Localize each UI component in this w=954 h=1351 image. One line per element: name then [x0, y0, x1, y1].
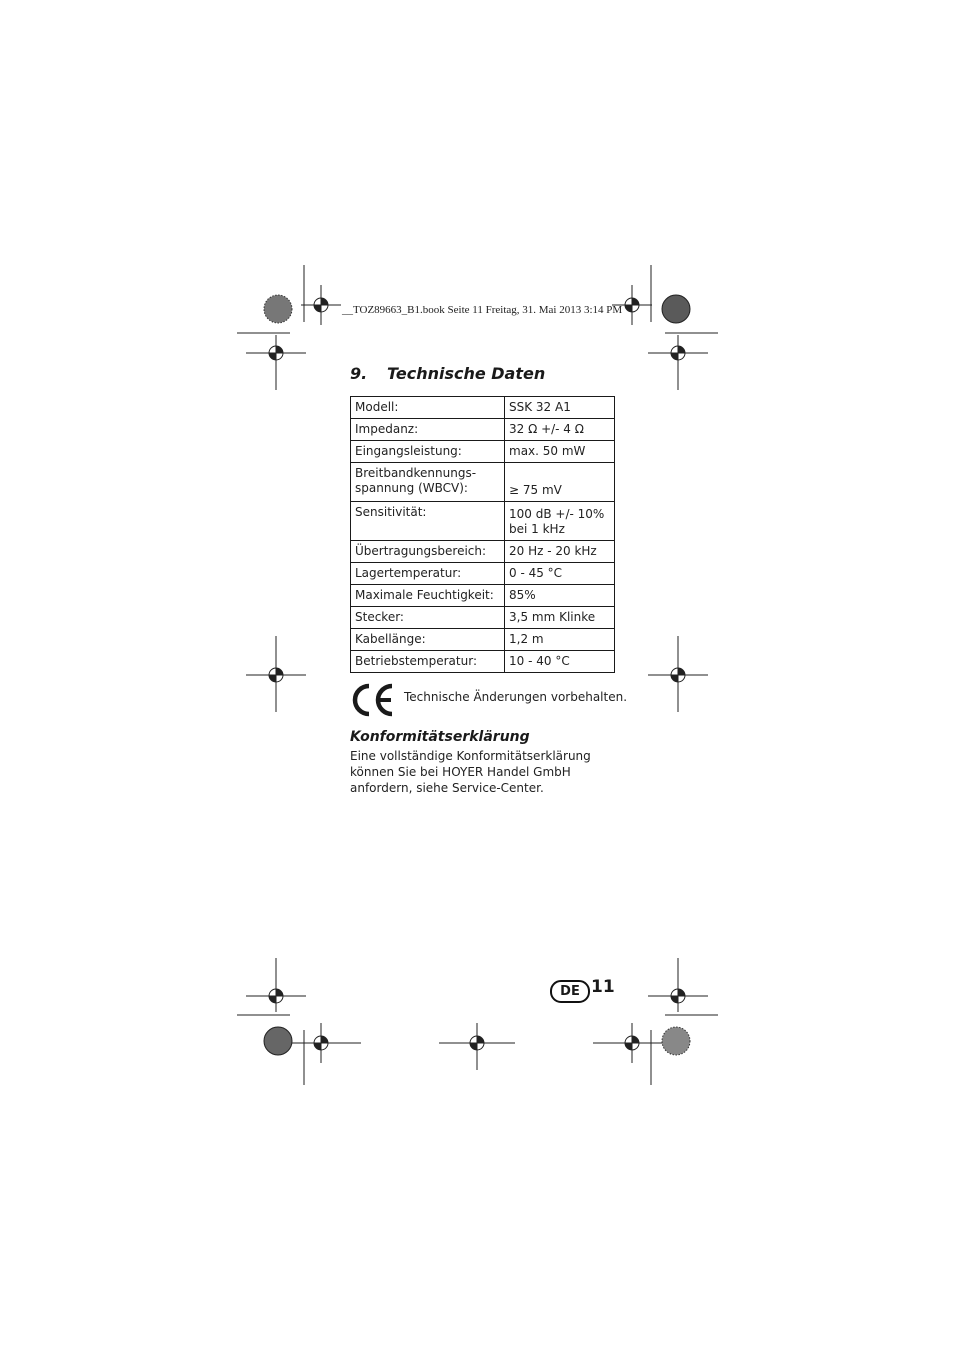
table-row	[351, 441, 615, 463]
spec-value: 10 - 40 °C	[505, 651, 615, 673]
table-row	[351, 502, 615, 541]
table-row	[351, 397, 615, 419]
spec-value: 100 dB +/- 10% bei 1 kHz	[505, 502, 615, 541]
spec-value: 3,5 mm Klinke	[505, 607, 615, 629]
conformity-text: Eine vollständige Konformitätserklärung können Sie bei HOYER Handel GmbH anfordern, siehe Service-Center.	[350, 749, 591, 795]
spec-value: 85%	[505, 585, 615, 607]
spec-label: Übertragungsbereich:	[351, 541, 505, 563]
crosshair-mark	[648, 958, 708, 1012]
spec-label: Kabellänge:	[351, 629, 505, 651]
spec-value: max. 50 mW	[505, 441, 615, 463]
spec-label: Betriebstemperatur:	[351, 651, 505, 673]
table-row	[351, 541, 615, 563]
spec-label: Modell:	[351, 397, 505, 419]
table-row	[351, 419, 615, 441]
crosshair-mark	[246, 335, 306, 390]
spec-label: Stecker:	[351, 607, 505, 629]
spec-value: ≥ 75 mV	[505, 463, 615, 502]
table-row	[351, 563, 615, 585]
spec-label: Eingangsleistung:	[351, 441, 505, 463]
print-file-info: __TOZ89663_B1.book Seite 11 Freitag, 31. Mai 2013 3:14 PM	[342, 304, 623, 316]
spec-label: Maximale Feuchtigkeit:	[351, 585, 505, 607]
spec-label: Lagertemperatur:	[351, 563, 505, 585]
table-row	[351, 607, 615, 629]
table-row	[351, 651, 615, 673]
table-row	[351, 585, 615, 607]
spec-value: 0 - 45 °C	[505, 563, 615, 585]
crosshair-mark	[648, 335, 708, 390]
spec-label: Impedanz:	[351, 419, 505, 441]
calibration-disc	[662, 295, 690, 323]
spec-value: 20 Hz - 20 kHz	[505, 541, 615, 563]
language-badge: DE	[550, 980, 590, 1003]
spec-label: Sensitivität:	[351, 502, 505, 541]
calibration-disc	[662, 1027, 690, 1055]
ce-note: Technische Änderungen vorbehalten.	[404, 690, 628, 704]
page-number: 11	[591, 977, 615, 997]
section-heading	[350, 364, 545, 383]
ce-mark-icon	[350, 683, 396, 717]
spec-value: 1,2 m	[505, 629, 615, 651]
spec-label: Breitbandkennungs- spannung (WBCV):	[351, 463, 505, 502]
calibration-disc	[264, 1027, 292, 1055]
section-title: Technische Daten	[387, 364, 546, 383]
technical-data-table	[350, 396, 615, 673]
calibration-disc	[264, 295, 292, 323]
spec-value: SSK 32 A1	[505, 397, 615, 419]
crosshair-mark	[246, 958, 306, 1012]
section-number: 9.	[350, 364, 368, 383]
spec-value: 32 Ω +/- 4 Ω	[505, 419, 615, 441]
table-row	[351, 463, 615, 502]
conformity-heading: Konformitätserklärung	[350, 729, 530, 745]
table-row	[351, 629, 615, 651]
